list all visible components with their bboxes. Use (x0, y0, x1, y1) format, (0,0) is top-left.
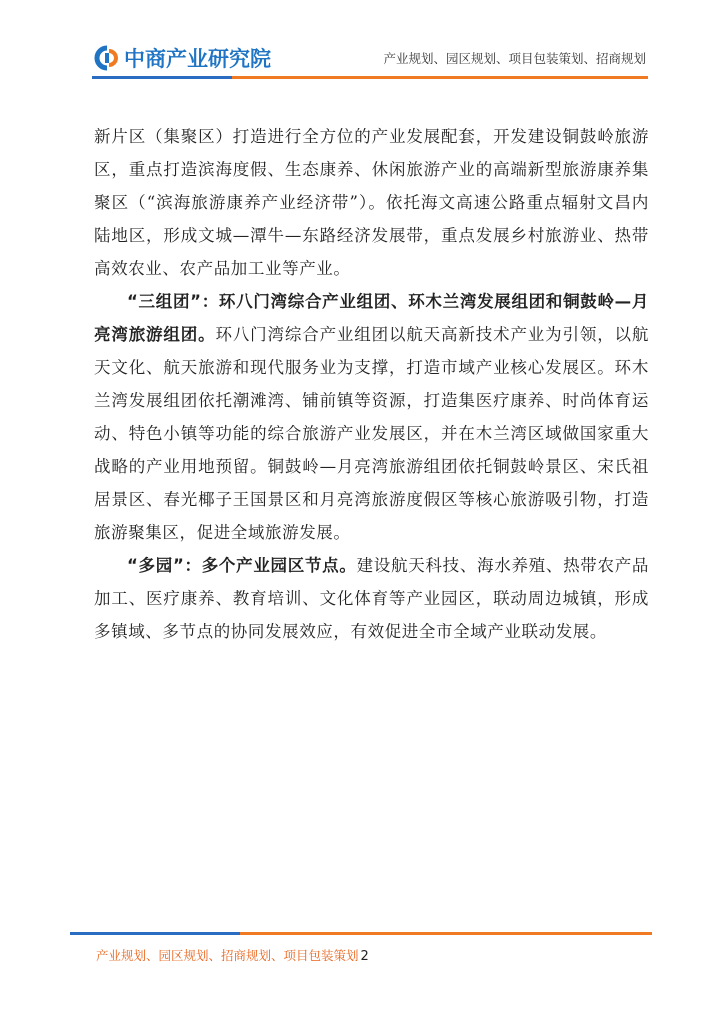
paragraph-2 (94, 285, 649, 549)
logo-mark-icon (94, 45, 120, 71)
company-logo (94, 43, 271, 73)
page-header (0, 0, 724, 90)
footer-divider-orange (240, 932, 652, 935)
header-divider-orange (232, 76, 648, 79)
document-body (94, 120, 649, 648)
footer-divider-blue (70, 932, 240, 935)
paragraph-3-text: 建设航天科技、海水养殖、热带农产品加工、医疗康养、教育培训、文化体育等产业园区，联动周边城镇，形成多镇域、多节点的协同发展效应，有效促进全市全域产业联动发展。 (94, 556, 650, 641)
paragraph-1: 新片区（集聚区）打造进行全方位的产业发展配套，开发建设铜鼓岭旅游区，重点打造滨海度假、生态康养、休闲旅游产业的高端新型旅游康养集聚区（“滨海旅游康养产业经济带”）。依托海文高速公路重点辐射文昌内陆地区，形成文城—潭牛—东路经济发展带，重点发展乡村旅游业、热带高效农业、农产品加工业等产业。 (94, 127, 649, 278)
paragraph-3 (94, 549, 649, 648)
page-footer (96, 946, 369, 964)
paragraph-2-heading: “三组团”：环八门湾综合产业组团、环木兰湾发展组团和铜鼓岭—月亮湾旅游组团。 (94, 292, 649, 344)
page-number: 2 (360, 949, 369, 964)
paragraph-3-heading: “多园”：多个产业园区节点。 (127, 556, 357, 575)
header-tagline: 产业规划、园区规划、项目包装策划、招商规划 (383, 51, 646, 66)
paragraph-2-text: 环八门湾综合产业组团以航天高新技术产业为引领，以航天文化、航天旅游和现代服务业为支撑，打造市域产业核心发展区。环木兰湾发展组团依托潮滩湾、铺前镇等资源，打造集医疗康养、时尚体育运动、特色小镇等功能的综合旅游产业发展区，并在木兰湾区域做国家重大战略的产业用地预留。铜鼓岭—月亮湾旅游组团依托铜鼓岭景区、宋氏祖居景区、春光椰子王国景区和月亮湾旅游度假区等核心旅游吸引物，打造旅游聚集区，促进全域旅游发展。 (94, 325, 650, 542)
logo-text: 中商产业研究院 (124, 47, 271, 71)
header-divider-blue (92, 76, 232, 79)
footer-services: 产业规划、园区规划、招商规划、项目包装策划 (96, 948, 359, 963)
